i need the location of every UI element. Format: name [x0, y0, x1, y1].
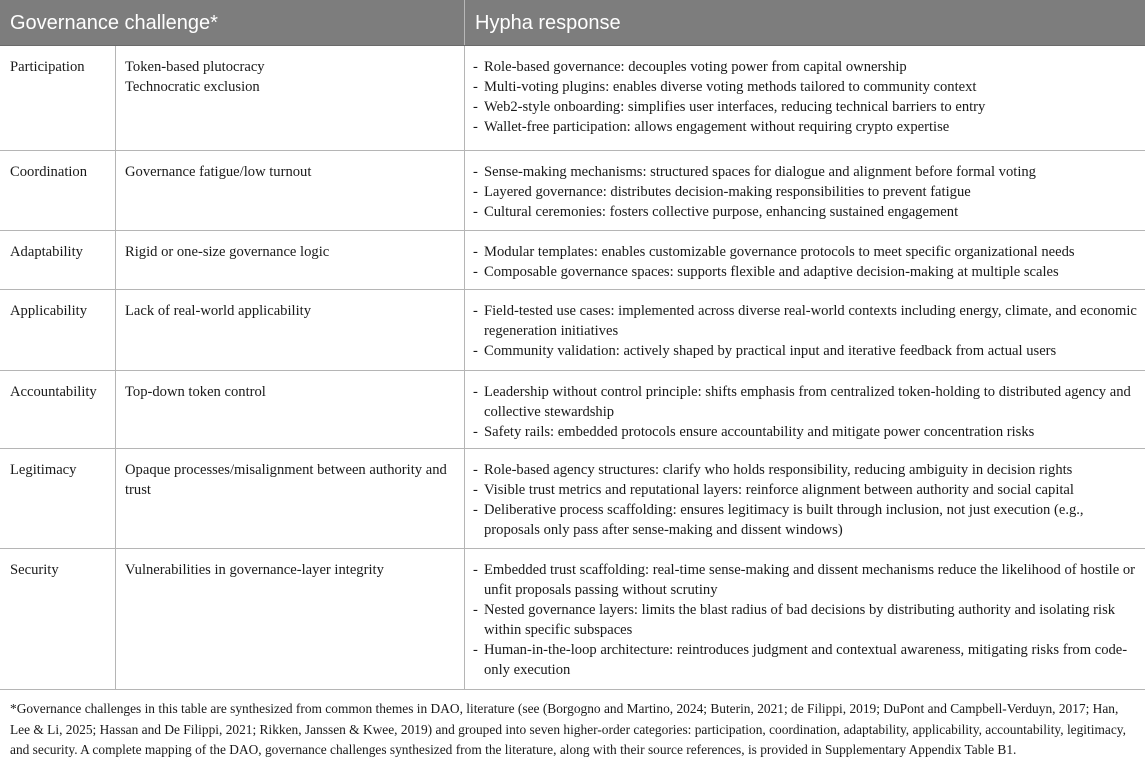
response-cell [465, 46, 1145, 150]
challenge-cell [116, 151, 465, 230]
response-item: - Composable governance spaces: supports flexible and adaptive decision-making at multiple scales [473, 262, 1141, 282]
response-item: - Wallet-free participation: allows engagement without requiring crypto expertise [473, 117, 1141, 137]
header-hypha-response: Hypha response [475, 11, 621, 34]
response-cell [465, 151, 1145, 230]
challenge-text: Opaque processes/misalignment between authority and trust [125, 462, 447, 498]
response-cell [465, 371, 1145, 448]
response-item: - Safety rails: embedded protocols ensure accountability and mitigate power concentration risks [473, 422, 1141, 442]
response-item: - Cultural ceremonies: fosters collective purpose, enhancing sustained engagement [473, 202, 1141, 222]
challenge-cell [116, 371, 465, 448]
table-row [0, 449, 1145, 549]
response-list [473, 301, 1141, 361]
category-cell: Coordination [0, 151, 116, 230]
response-cell [465, 290, 1145, 370]
response-item: - Field-tested use cases: implemented across diverse real-world contexts including energy, climate, and economic regeneration initiatives [473, 301, 1141, 341]
response-list [473, 242, 1141, 282]
response-item: - Nested governance layers: limits the blast radius of bad decisions by distributing authority and isolating risk within specific subspaces [473, 600, 1141, 640]
response-list [473, 560, 1141, 680]
response-item: - Visible trust metrics and reputational layers: reinforce alignment between authority and social capital [473, 480, 1141, 500]
challenge-text: Technocratic exclusion [125, 79, 260, 95]
category-cell: Participation [0, 46, 116, 150]
response-item: - Deliberative process scaffolding: ensures legitimacy is built through inclusion, not just execution (e.g., proposals only pass after sense-making and dissent windows) [473, 500, 1141, 540]
category-cell: Accountability [0, 371, 116, 448]
category-cell: Legitimacy [0, 449, 116, 548]
challenge-cell [116, 449, 465, 548]
response-cell [465, 231, 1145, 289]
response-list [473, 162, 1141, 222]
response-list [473, 382, 1141, 442]
category-cell: Adaptability [0, 231, 116, 289]
header-governance-challenge: Governance challenge* [0, 0, 465, 45]
response-item: - Sense-making mechanisms: structured spaces for dialogue and alignment before formal voting [473, 162, 1141, 182]
challenge-text: Governance fatigue/low turnout [125, 164, 312, 180]
response-item: - Modular templates: enables customizable governance protocols to meet specific organizational needs [473, 242, 1141, 262]
response-item: - Multi-voting plugins: enables diverse voting methods tailored to community context [473, 77, 1141, 97]
table-row [0, 549, 1145, 690]
category-cell: Security [0, 549, 116, 689]
response-list [473, 460, 1141, 540]
table-row [0, 371, 1145, 449]
response-item: - Role-based agency structures: clarify who holds responsibility, reducing ambiguity in decision rights [473, 460, 1141, 480]
response-item: - Layered governance: distributes decision-making responsibilities to prevent fatigue [473, 182, 1141, 202]
response-item: - Community validation: actively shaped by practical input and iterative feedback from actual users [473, 341, 1141, 361]
challenge-text: Top-down token control [125, 384, 266, 400]
table-header [0, 0, 1145, 46]
table-row [0, 231, 1145, 290]
challenge-cell [116, 231, 465, 289]
response-item: - Human-in-the-loop architecture: reintroduces judgment and contextual awareness, mitigating risks from code-only execution [473, 640, 1141, 680]
table-row [0, 46, 1145, 151]
response-cell [465, 549, 1145, 689]
response-item: - Leadership without control principle: shifts emphasis from centralized token-holding to distributed agency and collective stewardship [473, 382, 1141, 422]
challenge-text: Token-based plutocracy [125, 59, 265, 75]
table-row [0, 290, 1145, 371]
response-cell [465, 449, 1145, 548]
challenge-cell [116, 290, 465, 370]
challenge-cell [116, 549, 465, 689]
response-item: - Role-based governance: decouples voting power from capital ownership [473, 57, 1141, 77]
response-list [473, 57, 1141, 137]
table-footnote: *Governance challenges in this table are synthesized from common themes in DAO, literature (see (Borgogno and Martino, 2024; Buterin, 2021; de Filippi, 2019; DuPont and Campbell-Verduyn, 2017; Han, Lee & Li, 2025; Hassan and De Filippi, 2021; Rikken, Janssen & Kwee, 2019) and grouped into seven higher-order categories: participation, coordination, adaptability, applicability, accountability, legitimacy, and security. A complete mapping of the DAO, governance challenges synthesized from the literature, along with their source references, is provided in Supplementary Appendix Table B1. [10, 701, 1126, 757]
response-item: - Embedded trust scaffolding: real-time sense-making and dissent mechanisms reduce the likelihood of hostile or unfit proposals passing without scrutiny [473, 560, 1141, 600]
challenge-text: Rigid or one-size governance logic [125, 244, 330, 260]
table-row [0, 151, 1145, 231]
challenge-cell [116, 46, 465, 150]
challenge-text: Vulnerabilities in governance-layer integrity [125, 562, 384, 578]
category-cell: Applicability [0, 290, 116, 370]
response-item: - Web2-style onboarding: simplifies user interfaces, reducing technical barriers to entry [473, 97, 1141, 117]
challenge-text: Lack of real-world applicability [125, 303, 311, 319]
